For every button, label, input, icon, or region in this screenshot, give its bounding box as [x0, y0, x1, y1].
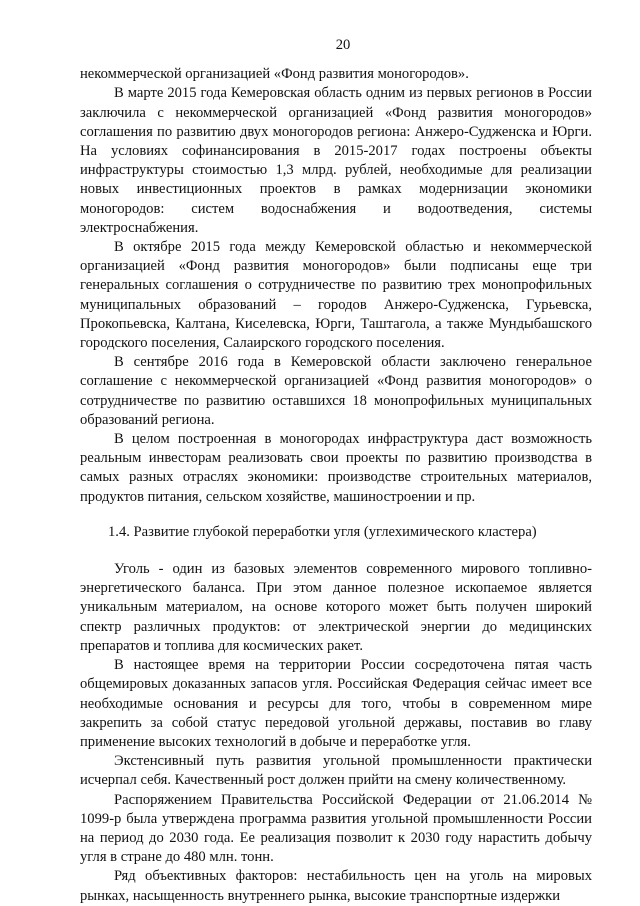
paragraph-october-2015: В октябре 2015 года между Кемеровской областью и некоммерческой организацией «Фонд развития моногородов» были подписаны еще три генеральных соглашения о сотрудничестве по развитию трех монопрофильных муниципальных образований – городов Анжеро-Судженска, Гурьевска, Прокопьевска, Калтана, Киселевска, Юрги, Таштагола, а также Мундыбашского городского поселения, Салаирского городского поселения.	[80, 239, 592, 352]
paragraph-objective-factors: Ряд объективных факторов: нестабильность цен на уголь на мировых рынках, насыщенность внутреннего рынка, высокие транспортные издержки	[80, 868, 592, 904]
paragraph-september-2016: В сентябре 2016 года в Кемеровской области заключено генеральное соглашение с некоммерческой организацией «Фонд развития моногородов» о сотрудничестве по развитию оставшихся 18 монопрофильных муниципальных образований региона.	[80, 354, 592, 428]
section-heading: 1.4. Развитие глубокой переработки угля (углехимического кластера)	[108, 523, 537, 540]
paragraph-extensive-path: Экстенсивный путь развития угольной промышленности практически исчерпал себя. Качественный рост должен прийти на смену количественному.	[80, 753, 592, 789]
paragraph-continuation: некоммерческой организацией «Фонд развития моногородов».	[80, 66, 469, 83]
page-number: 20	[335, 37, 351, 53]
paragraph-march-2015: В марте 2015 года Кемеровская область одним из первых регионов в России заключила с некоммерческой организацией «Фонд развития моногородов» соглашения по развитию двух моногородов региона: Анжеро-Судженска и Юрги. На условиях софинансирования в 2015-2017 годах построены объекты инфраструктуры стоимостью 1,3 млрд. рублей, необходимые для реализации новых инвестиционных проектов в рамках модернизации экономики моногородов: систем водоснабжения и водоотведения, системы электроснабжения.	[80, 85, 592, 236]
paragraph-coal-reserves: В настоящее время на территории России сосредоточена пятая часть общемировых доказанных запасов угля. Российская Федерация сейчас имеет все необходимые основания и ресурсы для того, чтобы в современном мире закрепить за собой статус передовой угольной державы, поставив во главу применение высоких технологий в добыче и переработке угля.	[80, 657, 592, 750]
paragraph-government-program: Распоряжением Правительства Российской Федерации от 21.06.2014 № 1099-р была утверждена программа развития угольной промышленности России на период до 2030 года. Ее реализация позволит к 2030 году нарастить добычу угля в стране до 480 млн. тонн.	[80, 791, 592, 866]
paragraph-infrastructure-summary: В целом построенная в моногородах инфраструктура даст возможность реальным инвесторам реализовать свои проекты по развитию производства в самых разных отраслях экономики: производстве строительных материалов, продуктов питания, сельском хозяйстве, машиностроении и пр.	[80, 431, 592, 505]
paragraph-coal-role: Уголь - один из базовых элементов современного мирового топливно-энергетического баланса. При этом данное полезное ископаемое является уникальным материалом, на основе которого может быть получен широкий спектр различных продуктов: от электрической энергии до медицинских препаратов и топлива для космических ракет.	[80, 561, 592, 654]
